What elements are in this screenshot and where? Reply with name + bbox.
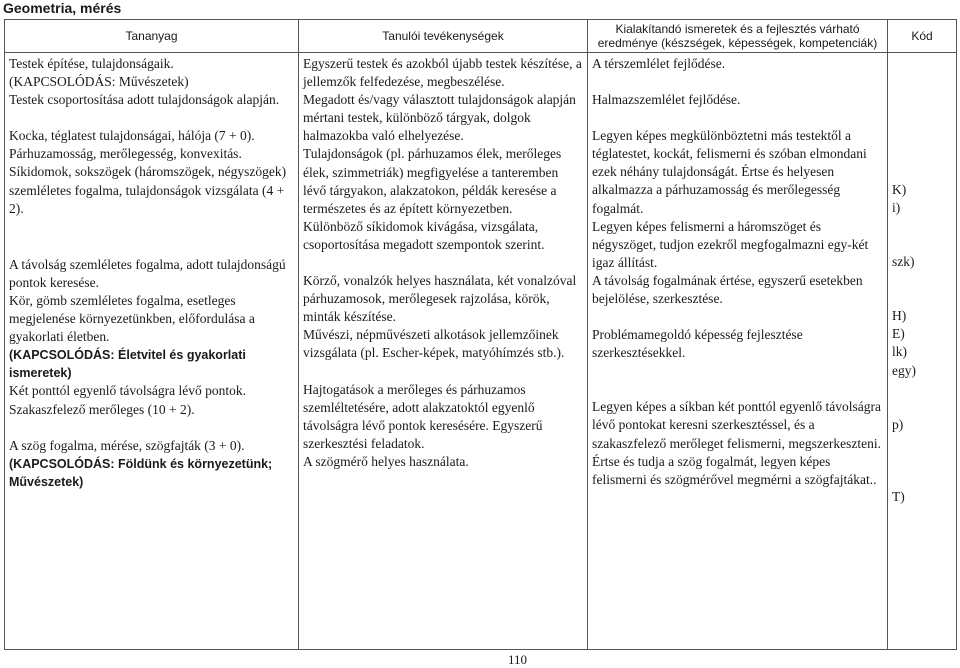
cell-tananyag (5, 53, 299, 650)
text-line: Hajtogatások a merőleges és párhuzamos szemléltetésére, adott alakzatoktól egyenlő távolságra lévő pontok keresésére. Egyszerű szerkesztési feladatok. (303, 381, 543, 451)
header-row (5, 20, 957, 53)
code-label: E) (892, 326, 905, 342)
text-line: Testek csoportosítása adott tulajdonságok alapján. (9, 92, 280, 108)
text-line: Egyszerű testek és azokból újabb testek készítése, a jellemzők felfedezése, megbeszélése. (303, 56, 582, 90)
text-line: Legyen képes megkülönböztetni más testektől a téglatestet, kockát, felismerni és szóban elmondani ezek néhány tulajdonságát. Értse és helyesen alkalmazza a párhuzamosság és merőlegesség fogalmát. (592, 128, 867, 216)
page-number: 110 (507, 652, 528, 667)
text-line: A távolság szemléletes fogalma, adott tulajdonságú pontok keresése. (9, 256, 286, 290)
text-line: Halmazszemlélet fejlődése. (592, 92, 741, 108)
header-tananyag: Tananyag (5, 20, 299, 53)
text-line: Kör, gömb szemléletes fogalma, esetleges megjelenése környezetünkben, előfordulása a gyakorlati életben. (9, 292, 255, 345)
text-line: (KAPCSOLÓDÁS: Művészetek) (9, 74, 189, 90)
text-line: Két ponttól egyenlő távolságra lévő pontok. (9, 383, 246, 399)
text-line: (KAPCSOLÓDÁS: Életvitel és gyakorlati ismeretek) (9, 348, 246, 381)
text-line: Legyen képes felismerni a háromszöget és négyszöget, tudjon ezekről megfogalmazni egy-két igaz állítást. (592, 218, 869, 270)
text-line: (KAPCSOLÓDÁS: Földünk és környezetünk; Művészetek) (9, 456, 273, 489)
code-label: p) (892, 416, 904, 432)
text-line: Megadott és/vagy választott tulajdonságok alapján mértani testek, különböző tárgyak, dolgok halmazokba való elhelyezése. (303, 92, 576, 144)
text-line: A távolság fogalmának értése, egyszerű esetekben bejelölése, szerkesztése. (592, 272, 863, 307)
code-label: szk) (892, 254, 915, 270)
curriculum-table (4, 19, 957, 650)
cell-kod (888, 53, 957, 650)
code-label: K) (892, 182, 907, 197)
header-kod: Kód (888, 20, 957, 53)
header-ismeretek-line1: Kialakítandó ismeretek és a fejlesztés várható (615, 22, 860, 36)
text-line: Körző, vonalzók helyes használata, két vonalzóval párhuzamosok, merőlegesek rajzolása, körök, minták készítése. (303, 273, 577, 325)
text-line: A szögmérő helyes használata. (303, 453, 469, 469)
cell-ismeretek (588, 53, 888, 650)
text-line: Különböző síkidomok kivágása, vizsgálata, csoportosítása megadott szempontok szerint. (303, 218, 545, 252)
section-title: Geometria, mérés (3, 0, 122, 16)
code-label: H) (892, 308, 907, 324)
text-line: Kocka, téglatest tulajdonságai, hálója (7 + 0). (9, 128, 255, 144)
text-line: A térszemlélet fejlődése. (592, 56, 726, 71)
text-line: Párhuzamosság, merőlegesség, konvexitás. (9, 146, 242, 162)
text-line: Síkidomok, sokszögek (háromszögek, négyszögek) szemléletes fogalma, tulajdonságok vizsgálata (4 + 2). (9, 164, 287, 216)
text-line: Legyen képes a síkban két ponttól egyenlő távolságra lévő pontokat keresni szerkesztéssel, és a szakaszfelező merőleget felismerni, megszerkeszteni. (592, 399, 882, 451)
text-line: Problémamegoldó képesség fejlesztése szerkesztésekkel. (592, 327, 803, 361)
header-tevekenysegek: Tanulói tevékenységek (299, 20, 588, 53)
code-label: T) (892, 488, 905, 504)
cell-tevekenysegek (299, 53, 588, 650)
text-line: Tulajdonságok (pl. párhuzamos élek, merőleges élek, szimmetriák) megfigyelése a tanteremben lévő tárgyakon, alakzatokon, példák keresése a természetes és az épített környezetben. (303, 146, 562, 216)
text-line: Szakaszfelező merőleges (10 + 2). (9, 401, 195, 417)
header-ismeretek-line2: eredménye (készségek, képességek, kompetenciák) (597, 36, 878, 50)
content-row (5, 53, 957, 650)
code-label: egy) (892, 362, 916, 378)
code-label: lk) (892, 344, 907, 360)
code-label: i) (892, 200, 901, 216)
text-line: A szög fogalma, mérése, szögfajták (3 + 0). (9, 437, 245, 453)
text-line: Testek építése, tulajdonságaik. (9, 56, 174, 71)
text-line: Művészi, népművészeti alkotások jellemzőinek vizsgálata (pl. Escher-képek, matyóhímzés stb.). (303, 327, 565, 361)
header-ismeretek (588, 20, 888, 53)
text-line: Értse és tudja a szög fogalmát, legyen képes felismerni és szögmérővel megmérni a szögfajtákat.. (592, 453, 877, 487)
